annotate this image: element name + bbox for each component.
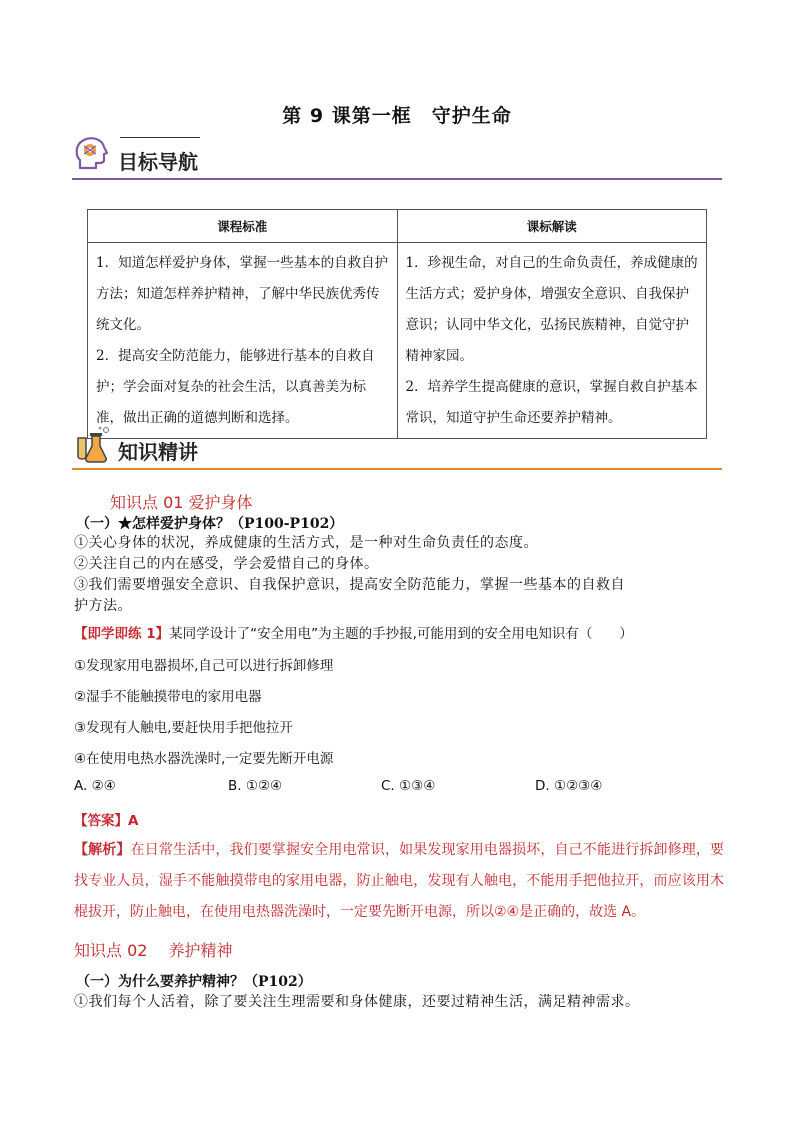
option-b: B. ①②④ [228,778,283,794]
kp1-line-1: ①关心身体的状况，养成健康的生活方式，是一种对生命负责任的态度。 [74,535,538,551]
interpretation-item-2: 2．培养学生提高健康的意识，掌握自救自护基本常识，知道守护生命还要养护精神。 [405,379,698,426]
kp1-line-3: ③我们需要增强安全意识、自我保护意识，提高安全防范能力，掌握一些基本的自救自 [74,577,625,593]
answer-tag: 【答案】 [74,813,128,829]
table-header-interpretation: 课标解读 [397,210,707,243]
kp1-subtitle: （一）★怎样爱护身体？（P100-P102） [76,516,344,532]
exercise-item-2: ②湿手不能触摸带电的家用电器 [74,689,262,705]
section-header-nav [72,134,722,180]
table-cell-interpretation [397,243,707,439]
exercise-question [74,622,633,642]
header-top-line [120,137,200,138]
standard-item-2: 2．提高安全防范能力，能够进行基本的自救自护；学会面对复杂的社会生活，以真善美为标准，做出正确的道德判断和选择。 [96,348,375,426]
page-title: 第 9 课第一框 守护生命 [282,105,512,127]
table-cell-standard [88,243,398,439]
option-d: D. ①②③④ [535,778,603,794]
option-a: A. ②④ [74,778,116,794]
lab-flask-icon [72,424,112,464]
section-header-knowledge [72,424,722,470]
kp2-title: 知识点 02 养护精神 [74,941,233,960]
head-gear-icon [72,134,112,174]
section-title-knowledge: 知识精讲 [118,440,198,464]
exercise-question-text: 某同学设计了“安全用电”为主题的手抄报,可能用到的安全用电知识有（ ） [169,626,633,642]
exercise-item-1: ①发现家用电器损坏,自己可以进行拆卸修理 [74,658,334,674]
table-header-row [88,210,707,243]
interpretation-item-1: 1．珍视生命，对自己的生命负责任，养成健康的生活方式；爱护身体，增强安全意识、自我保护意识；认同中华文化，弘扬民族精神，自觉守护精神家园。 [405,255,698,364]
curriculum-table [87,209,707,439]
section-rule-knowledge [72,468,722,470]
analysis-paragraph [74,835,724,928]
kp1-title: 知识点 01 爱护身体 [110,493,253,512]
kp2-line-1: ①我们每个人活着，除了要关注生理需要和身体健康，还要过精神生活，满足精神需求。 [74,994,640,1010]
exercise-tag: 【即学即练 1】 [74,626,170,642]
analysis-text: 在日常生活中，我们要掌握安全用电常识，如果发现家用电器损坏，自己不能进行拆卸修理，要找专业人员，湿手不能触摸带电的家用电器，防止触电，发现有人触电，不能用手把他拉开，而应该用木棍拔开，防止触电，在使用电热器洗澡时，一定要先断开电源，所以②④是正确的，故选 A。 [74,842,725,920]
exercise-item-4: ④在使用电热水器洗澡时,一定要先断开电源 [74,751,334,767]
table-header-standard: 课程标准 [88,210,398,243]
section-rule-nav [72,178,722,180]
answer-value: A [128,813,139,829]
kp2-subtitle: （一）为什么要养护精神？（P102） [76,974,312,990]
exercise-item-3: ③发现有人触电,要赶快用手把他拉开 [74,720,293,736]
answer-line [74,809,138,829]
analysis-tag: 【解析】 [74,842,131,858]
kp1-line-4: 护方法。 [74,598,132,614]
kp1-line-2: ②关注自己的内在感受，学会爱惜自己的身体。 [74,556,379,572]
table-row [88,243,707,439]
option-c: C. ①③④ [381,778,436,794]
section-title-nav: 目标导航 [118,150,198,174]
standard-item-1: 1．知道怎样爱护身体，掌握一些基本的自救自护方法；知道怎样养护精神，了解中华民族优秀传统文化。 [96,255,389,333]
